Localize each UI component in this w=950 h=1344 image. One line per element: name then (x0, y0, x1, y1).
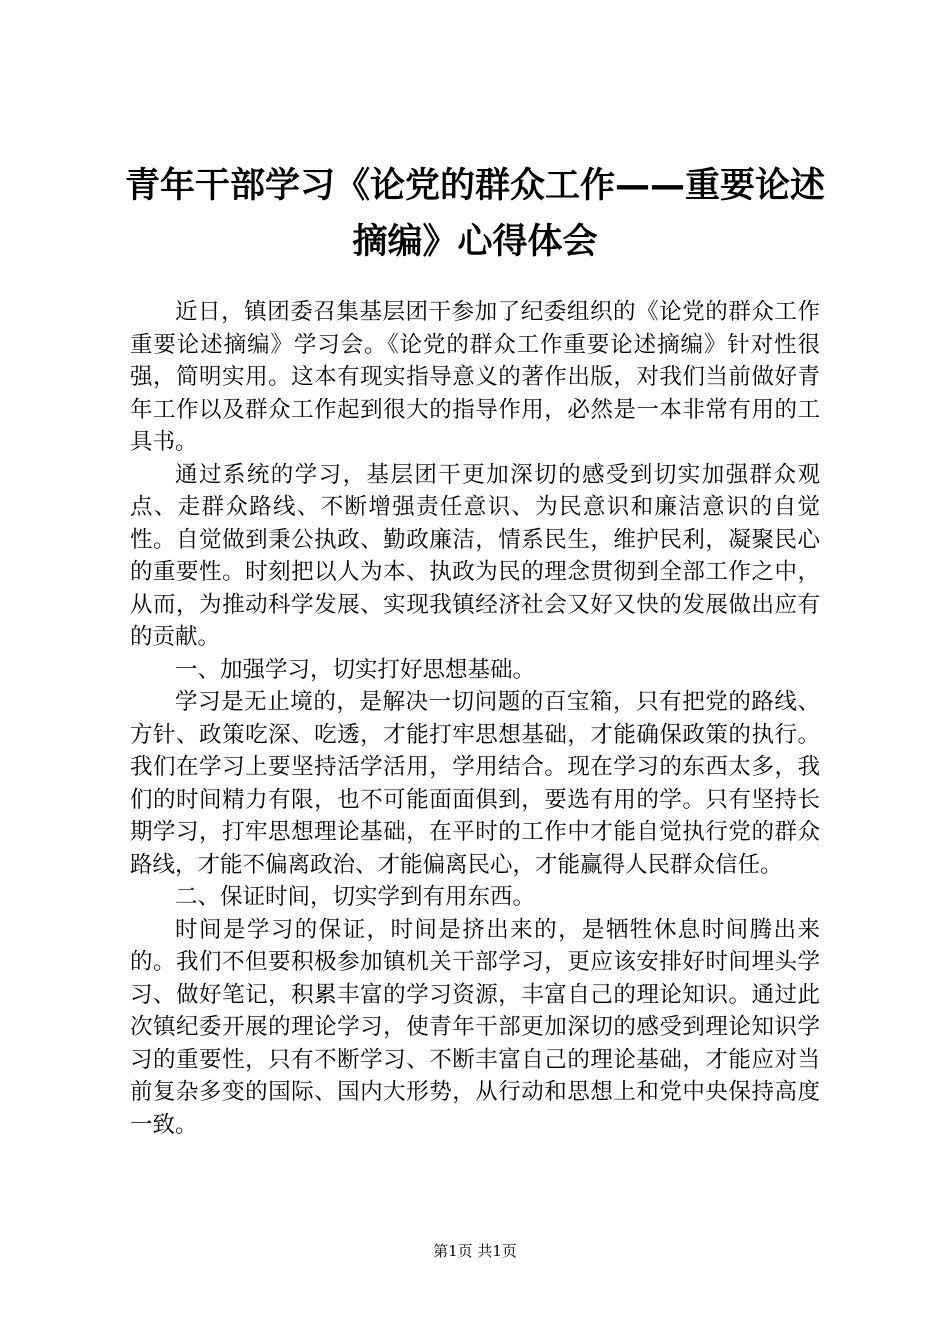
section-heading-1: 一、加强学习，切实打好思想基础。 (175, 656, 536, 683)
paragraph-summary: 通过系统的学习，基层团干更加深切的感受到切实加强群众观点、走群众路线、不断增强责任意识、为民意识和廉洁意识的自觉性。自觉做到秉公执政、勤政廉洁，情系民生，维护民利，凝聚民心的重要性。时刻把以人为本、执政为民的理念贯彻到全部工作之中，从而，为推动科学发展、实现我镇经济社会又好又快的发展做出应有的贡献。 (130, 461, 820, 650)
title-line-1: 青年干部学习《论党的群众工作——重要论述 (124, 166, 825, 206)
paragraph-section-1: 学习是无止境的，是解决一切问题的百宝箱，只有把党的路线、方针、政策吃深、吃透，才能打牢思想基础，才能确保政策的执行。我们在学习上要坚持活学活用，学用结合。现在学习的东西太多，我们的时间精力有限，也不可能面面俱到，要选有用的学。只有坚持长期学习，打牢思想理论基础，在平时的工作中才能自觉执行党的群众路线，才能不偏离政治、才能偏离民心，才能赢得人民群众信任。 (130, 689, 820, 878)
paragraph-section-2: 时间是学习的保证，时间是挤出来的，是牺牲休息时间腾出来的。我们不但要积极参加镇机关干部学习，更应该安排好时间埋头学习、做好笔记，积累丰富的学习资源，丰富自己的理论知识。通过此次镇纪委开展的理论学习，使青年干部更加深切的感受到理论知识学习的重要性，只有不断学习、不断丰富自己的理论基础，才能应对当前复杂多变的国际、国内大形势，从行动和思想上和党中央保持高度一致。 (130, 916, 820, 1138)
section-heading-2: 二、保证时间，切实学到有用东西。 (175, 884, 536, 910)
document-body (130, 296, 820, 1141)
paragraph-intro: 近日，镇团委召集基层团干参加了纪委组织的《论党的群众工作重要论述摘编》学习会。《论党的群众工作重要论述摘编》针对性很强，简明实用。这本有现实指导意义的著作出版，对我们当前做好青年工作以及群众工作起到很大的指导作用，必然是一本非常有用的工具书。 (130, 299, 820, 455)
page-footer: 第1页 共1页 (433, 1242, 517, 1260)
page-title (100, 158, 850, 270)
title-line-2: 摘编》心得体会 (352, 222, 598, 262)
